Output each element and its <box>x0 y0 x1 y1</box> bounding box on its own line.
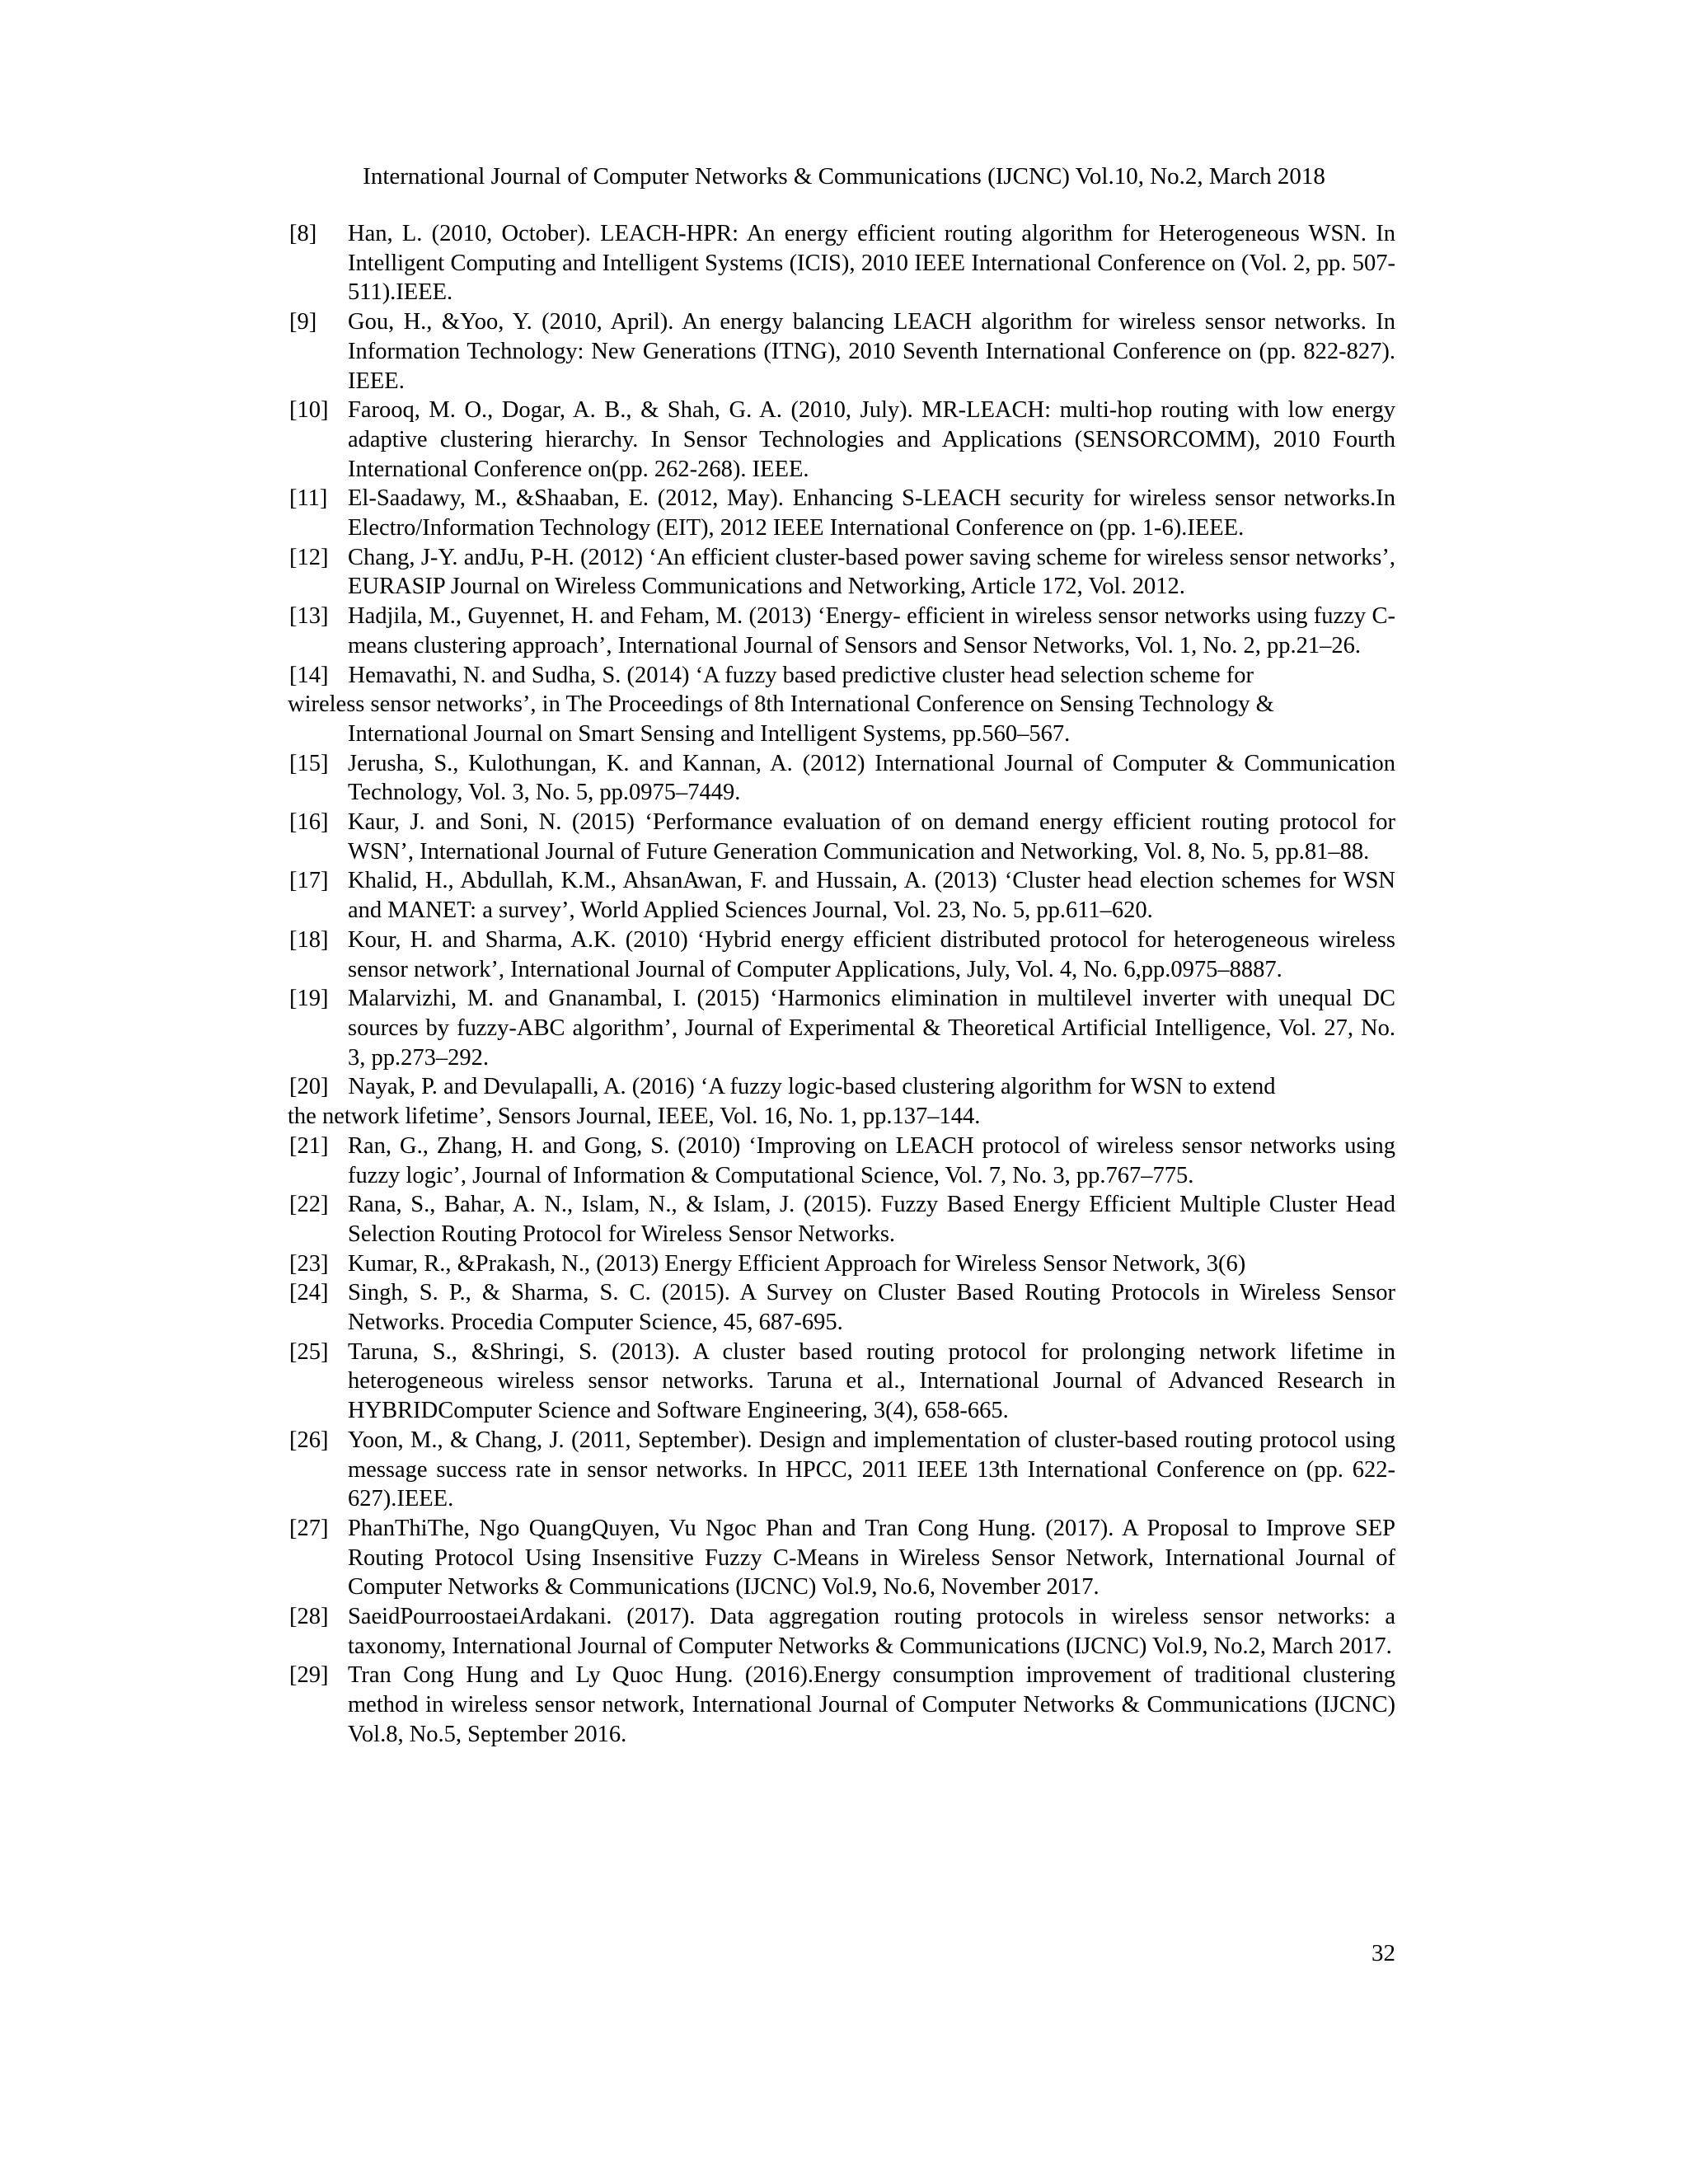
reference-number: [12] <box>289 544 329 570</box>
reference-number: [28] <box>289 1604 329 1630</box>
reference-number: [11] <box>289 485 328 512</box>
reference-item <box>289 1132 1395 1190</box>
reference-number: [18] <box>289 926 329 953</box>
reference-number: [29] <box>289 1662 329 1689</box>
reference-text-line: International Journal on Smart Sensing and Intelligent Systems, pp.560–567. <box>348 720 1071 747</box>
reference-text: Tran Cong Hung and Ly Quoc Hung. (2016).Energy consumption improvement of traditional clustering method in wireless sensor network, International Journal of Computer Networks & Communications (IJCNC) Vol.8, No.5, September 2016. <box>348 1662 1395 1747</box>
reference-item <box>289 749 1395 808</box>
reference-text: Singh, S. P., & Sharma, S. C. (2015). A Survey on Cluster Based Routing Protocols in Wireless Sensor Networks. Procedia Computer Science, 45, 687-695. <box>348 1280 1395 1336</box>
reference-text-line: Hemavathi, N. and Sudha, S. (2014) ‘A fuzzy based predictive cluster head selection scheme for <box>348 662 1254 688</box>
reference-list <box>289 219 1395 1750</box>
reference-number: [14] <box>289 662 329 688</box>
reference-text: Malarvizhi, M. and Gnanambal, I. (2015) ‘Harmonics elimination in multilevel inverter with unequal DC sources by fuzzy-ABC algorithm’, Journal of Experimental & Theoretical Artificial Intelligence, Vol. 27, No. 3, pp.273–292. <box>348 986 1395 1071</box>
reference-number: [25] <box>289 1338 329 1365</box>
reference-number: [27] <box>289 1515 329 1541</box>
reference-number: [23] <box>289 1250 329 1277</box>
reference-item-14 <box>289 661 1395 749</box>
reference-item <box>289 1249 1395 1279</box>
reference-number: [26] <box>289 1427 329 1453</box>
reference-number: [10] <box>289 397 329 424</box>
reference-text: Kumar, R., &Prakash, N., (2013) Energy Efficient Approach for Wireless Sensor Network, 3(6) <box>348 1250 1246 1277</box>
reference-text: Kour, H. and Sharma, A.K. (2010) ‘Hybrid energy efficient distributed protocol for heterogeneous wireless sensor network’, International Journal of Computer Applications, July, Vol. 4, No. 6,pp.0975–8887. <box>348 926 1395 982</box>
reference-text: Ran, G., Zhang, H. and Gong, S. (2010) ‘Improving on LEACH protocol of wireless sensor networks using fuzzy logic’, Journal of Information & Computational Science, Vol. 7, No. 3, pp.767–775. <box>348 1132 1395 1188</box>
reference-number: [20] <box>289 1074 329 1100</box>
running-header: International Journal of Computer Networks & Communications (IJCNC) Vol.10, No.2, March 2018 <box>363 163 1325 190</box>
reference-item <box>289 1190 1395 1249</box>
reference-text: Farooq, M. O., Dogar, A. B., & Shah, G. A. (2010, July). MR-LEACH: multi-hop routing with low energy adaptive clustering hierarchy. In Sensor Technologies and Applications (SENSORCOMM), 2010 Fourth International Conference on(pp. 262-268). IEEE. <box>348 397 1395 482</box>
reference-number: [9] <box>289 309 317 335</box>
reference-item <box>289 1661 1395 1749</box>
reference-item-20 <box>289 1072 1395 1131</box>
reference-text: Gou, H., &Yoo, Y. (2010, April). An energy balancing LEACH algorithm for wireless sensor networks. In Information Technology: New Generations (ITNG), 2010 Seventh International Conference on (pp. 822-827). IEEE. <box>348 309 1395 394</box>
reference-text: SaeidPourroostaeiArdakani. (2017). Data aggregation routing protocols in wireless sensor networks: a taxonomy, International Journal of Computer Networks & Communications (IJCNC) Vol.9, No.2, March 2017. <box>348 1604 1395 1659</box>
reference-item <box>289 484 1395 542</box>
reference-item <box>289 866 1395 925</box>
reference-item <box>289 1338 1395 1426</box>
reference-number: [24] <box>289 1280 329 1306</box>
reference-item <box>289 396 1395 484</box>
reference-text: Hadjila, M., Guyennet, H. and Feham, M. (2013) ‘Energy- efficient in wireless sensor networks using fuzzy C-means clustering approach’, International Journal of Sensors and Sensor Networks, Vol. 1, No. 2, pp.21–26. <box>348 603 1395 658</box>
reference-text: PhanThiThe, Ngo QuangQuyen, Vu Ngoc Phan and Tran Cong Hung. (2017). A Proposal to Improve SEP Routing Protocol Using Insensitive Fuzzy C-Means in Wireless Sensor Network, International Journal of Computer Networks & Communications (IJCNC) Vol.9, No.6, November 2017. <box>348 1515 1395 1601</box>
reference-number: [8] <box>289 221 317 246</box>
reference-item <box>289 1426 1395 1514</box>
reference-number: [22] <box>289 1192 329 1218</box>
reference-item <box>289 307 1395 396</box>
reference-item <box>289 602 1395 660</box>
reference-item <box>289 1602 1395 1661</box>
reference-item <box>289 543 1395 602</box>
reference-text: Han, L. (2010, October). LEACH-HPR: An energy efficient routing algorithm for Heterogeneous WSN. In Intelligent Computing and Intelligent Systems (ICIS), 2010 IEEE International Conference on (Vol. 2, pp. 507-511).IEEE. <box>348 221 1395 306</box>
reference-item <box>289 808 1395 866</box>
reference-number: [16] <box>289 809 329 836</box>
reference-item <box>289 219 1395 307</box>
reference-text: Rana, S., Bahar, A. N., Islam, N., & Islam, J. (2015). Fuzzy Based Energy Efficient Multiple Cluster Head Selection Routing Protocol for Wireless Sensor Networks. <box>348 1192 1395 1247</box>
reference-item <box>289 926 1395 984</box>
reference-text: Yoon, M., & Chang, J. (2011, September). Design and implementation of cluster-based routing protocol using message success rate in sensor networks. In HPCC, 2011 IEEE 13th International Conference on (pp. 622-627).IEEE. <box>348 1427 1395 1512</box>
reference-text: Jerusha, S., Kulothungan, K. and Kannan, A. (2012) International Journal of Computer & Communication Technology, Vol. 3, No. 5, pp.0975–7449. <box>348 750 1395 806</box>
reference-item <box>289 1278 1395 1337</box>
page-number: 32 <box>1372 1940 1395 1966</box>
reference-text-line: Nayak, P. and Devulapalli, A. (2016) ‘A fuzzy logic-based clustering algorithm for WSN to extend <box>348 1074 1276 1100</box>
reference-text: Taruna, S., &Shringi, S. (2013). A cluster based routing protocol for prolonging network lifetime in heterogeneous wireless sensor networks. Taruna et al., International Journal of Advanced Research in HYBRIDComputer Science and Software Engineering, 3(4), 658-665. <box>348 1338 1395 1424</box>
reference-number: [21] <box>289 1132 329 1159</box>
reference-number: [17] <box>289 868 329 894</box>
reference-text: Chang, J-Y. andJu, P-H. (2012) ‘An efficient cluster-based power saving scheme for wireless sensor networks’, EURASIP Journal on Wireless Communications and Networking, Article 172, Vol. 2012. <box>348 544 1395 600</box>
reference-number: [13] <box>289 603 329 630</box>
reference-item <box>289 984 1395 1072</box>
reference-text: El-Saadawy, M., &Shaaban, E. (2012, May). Enhancing S-LEACH security for wireless sensor networks.In Electro/Information Technology (EIT), 2012 IEEE International Conference on (pp. 1-6).IEEE. <box>348 485 1395 541</box>
reference-text-line: the network lifetime’, Sensors Journal, IEEE, Vol. 16, No. 1, pp.137–144. <box>288 1104 981 1130</box>
reference-text: Kaur, J. and Soni, N. (2015) ‘Performance evaluation of on demand energy efficient routing protocol for WSN’, International Journal of Future Generation Communication and Networking, Vol. 8, No. 5, pp.81–88. <box>348 809 1395 865</box>
reference-text-line: wireless sensor networks’, in The Proceedings of 8th International Conference on Sensing Technology & <box>288 691 1274 718</box>
reference-number: [15] <box>289 750 329 776</box>
reference-number: [19] <box>289 986 329 1012</box>
reference-text: Khalid, H., Abdullah, K.M., AhsanAwan, F. and Hussain, A. (2013) ‘Cluster head election schemes for WSN and MANET: a survey’, World Applied Sciences Journal, Vol. 23, No. 5, pp.611–620. <box>348 868 1395 924</box>
reference-item <box>289 1514 1395 1602</box>
